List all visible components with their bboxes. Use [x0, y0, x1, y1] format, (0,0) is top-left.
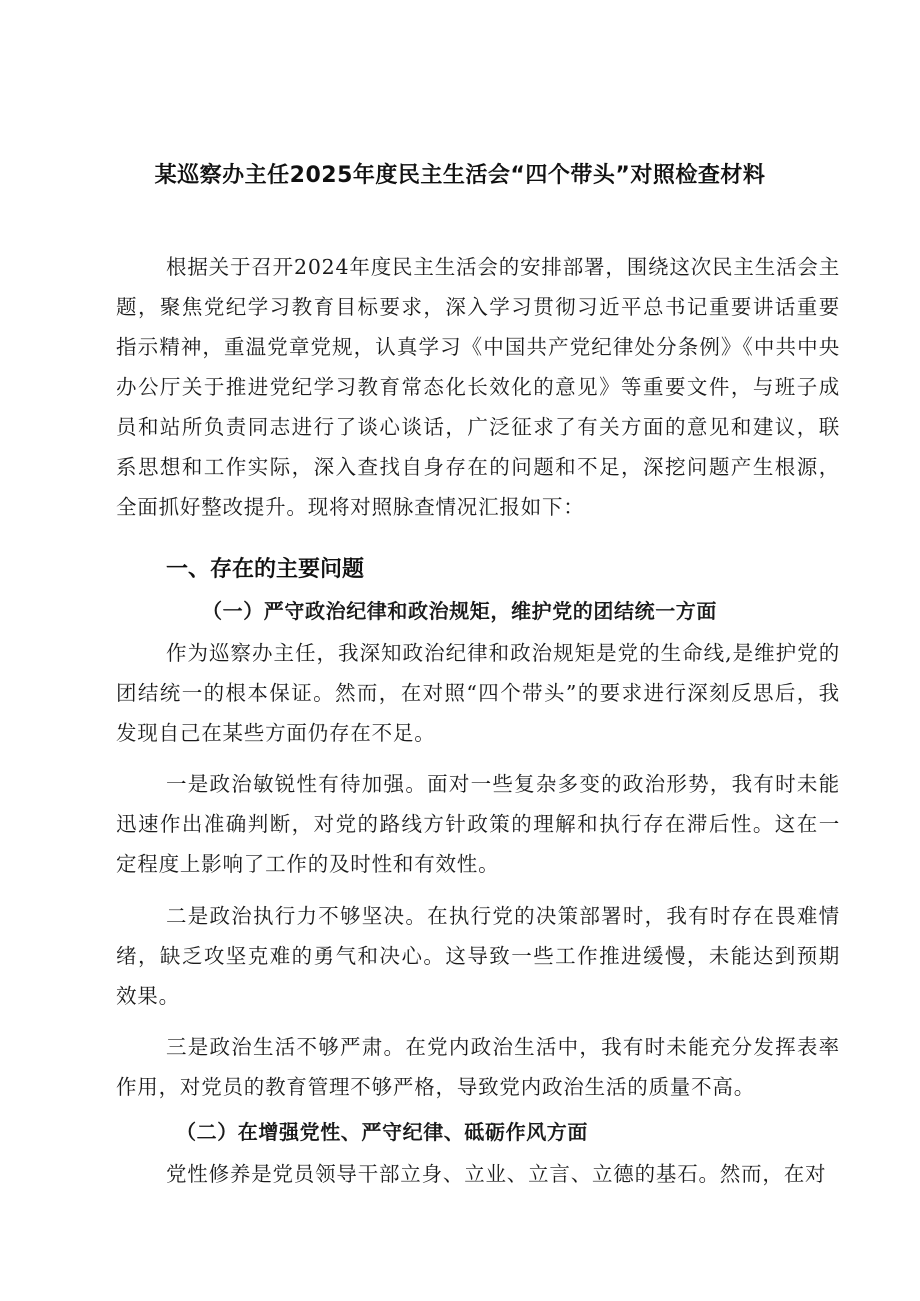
- subsection-heading-party-spirit: （二）在增强党性、严守纪律、砥砺作风方面: [176, 1120, 588, 1144]
- intro-paragraph: 根据关于召开2024年度民主生活会的安排部署，围绕这次民主生活会主题，聚焦党纪学习教育目标要求，深入学习贯彻习近平总书记重要讲话重要指示精神，重温党章党规，认真学习《中国共产党纪律处分条例》《中共中央办公厅关于推进党纪学习教育常态化长效化的意见》等重要文件，与班子成员和站所负责同志进行了谈心谈话，广泛征求了有关方面的意见和建议，联系思想和工作实际，深入查找自身存在的问题和不足，深挖问题产生根源，全面抓好整改提升。现将对照脉查情况汇报如下：: [116, 255, 840, 519]
- paragraph-political-discipline-intro: 作为巡察办主任，我深知政治纪律和政治规矩是党的生命线,是维护党的团结统一的根本保证。然而，在对照“四个带头”的要求进行深刻反思后，我发现自己在某些方面仍存在不足。: [116, 641, 840, 745]
- subsection-heading-political-discipline: （一）严守政治纪律和政治规矩，维护党的团结统一方面: [202, 599, 717, 623]
- section-heading-main-problems: 一、存在的主要问题: [166, 557, 365, 582]
- paragraph-political-execution: 二是政治执行力不够坚决。在执行党的决策部署时，我有时存在畏难情绪，缺乏攻坚克难的勇气和决心。这导致一些工作推进缓慢，未能达到预期效果。: [116, 904, 840, 1008]
- paragraph-political-sensitivity: 一是政治敏锐性有待加强。面对一些复杂多变的政治形势，我有时未能迅速作出准确判断，对党的路线方针政策的理解和执行存在滞后性。这在一定程度上影响了工作的及时性和有效性。: [116, 772, 840, 876]
- paragraph-political-life: 三是政治生活不够严肃。在党内政治生活中，我有时未能充分发挥表率作用，对党员的教育管理不够严格，导致党内政治生活的质量不高。: [116, 1035, 840, 1099]
- paragraph-party-spirit: 党性修养是党员领导干部立身、立业、立言、立德的基石。然而，在对: [166, 1162, 827, 1186]
- document-title: 某巡察办主任2025年度民主生活会“四个带头”对照检查材料: [154, 163, 766, 188]
